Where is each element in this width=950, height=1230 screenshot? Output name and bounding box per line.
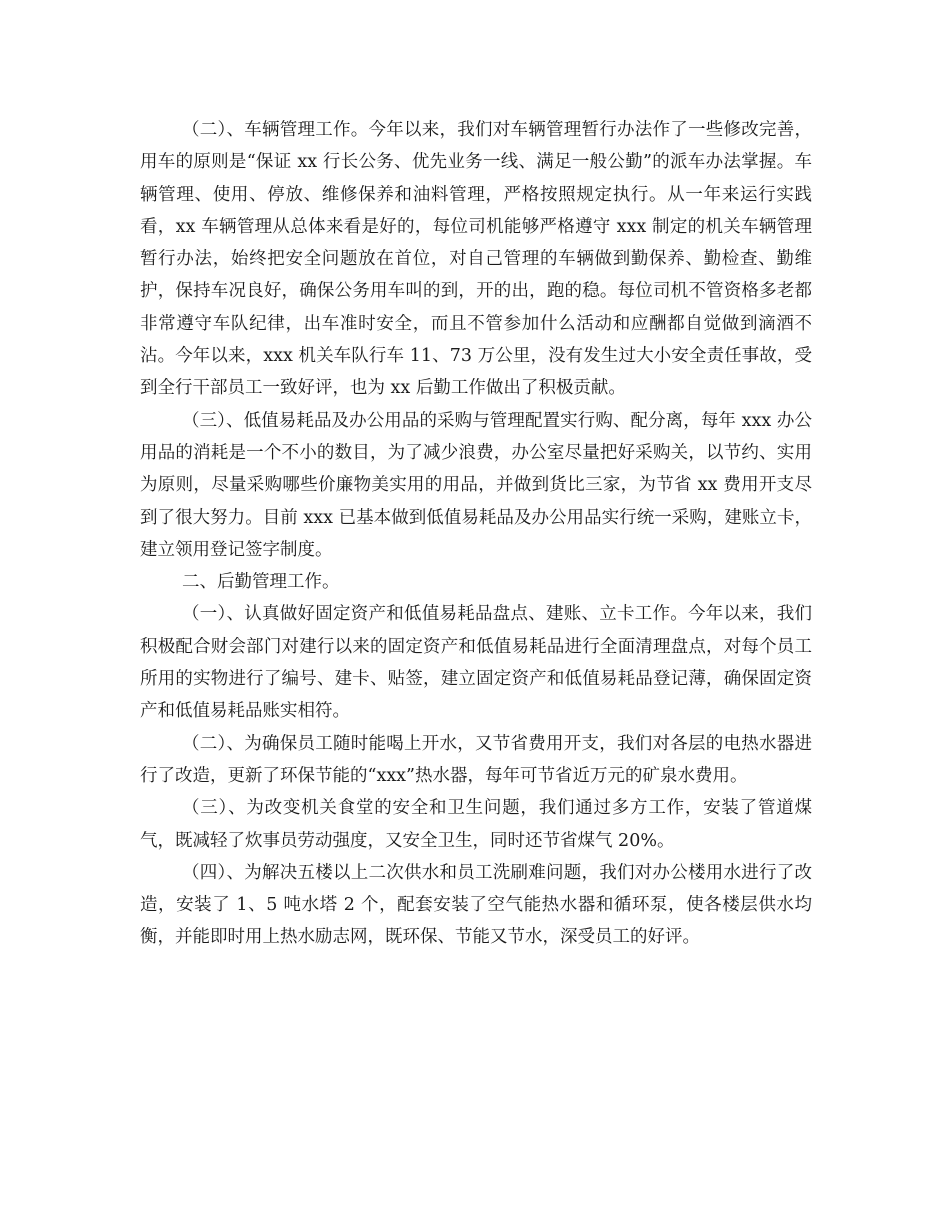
section-heading-logistics: 二、后勤管理工作。 (182, 572, 340, 593)
document-body (140, 114, 812, 954)
paragraph-office-supplies: （三）、低值易耗品及办公用品的采购与管理配置实行购、配分离，每年 xxx 办公用品的消耗是一个不小的数目，为了减少浪费，办公室尽量把好采购关，以节约、实用为原则，尽量采购哪些价廉物美实用的用品，并做到货比三家，为节省 xx 费用开支尽到了很大努力。目前 xxx 已基本做到低值易耗品及办公用品实行统一采购，建账立卡，建立领用登记签字制度。 (140, 410, 812, 560)
paragraph-fixed-assets: （一）、认真做好固定资产和低值易耗品盘点、建账、立卡工作。今年以来，我们积极配合财会部门对建行以来的固定资产和低值易耗品进行全面清理盘点，对每个员工所用的实物进行了编号、建卡、贴签，建立固定资产和低值易耗品登记薄，确保固定资产和低值易耗品账实相符。 (140, 604, 812, 722)
paragraph-water-supply: （四）、为解决五楼以上二次供水和员工洗刷难问题，我们对办公楼用水进行了改造，安装了 1、5 吨水塔 2 个，配套安装了空气能热水器和循环泵，使各楼层供水均衡，并能即时用上热水励志网，既环保、节能又节水，深受员工的好评。 (140, 862, 812, 948)
paragraph-water-heaters: （二）、为确保员工随时能喝上开水，又节省费用开支，我们对各层的电热水器进行了改造，更新了环保节能的“xxx”热水器，每年可节省近万元的矿泉水费用。 (140, 733, 812, 786)
paragraph-canteen-gas: （三）、为改变机关食堂的安全和卫生问题，我们通过多方工作，安装了管道煤气，既减轻了炊事员劳动强度，又安全卫生，同时还节省煤气 20%。 (140, 798, 812, 851)
paragraph-vehicle-management: （二）、车辆管理工作。今年以来，我们对车辆管理暂行办法作了一些修改完善，用车的原则是“保证 xx 行长公务、优先业务一线、满足一般公勤”的派车办法掌握。车辆管理、使用、停放、维修保养和油料管理，严格按照规定执行。从一年来运行实践看，xx 车辆管理从总体来看是好的，每位司机能够严格遵守 xxx 制定的机关车辆管理暂行办法，始终把安全问题放在首位，对自己管理的车辆做到勤保养、勤检查、勤维护，保持车况良好，确保公务用车叫的到，开的出，跑的稳。每位司机不管资格多老都非常遵守车队纪律，出车准时安全，而且不管参加什么活动和应酬都自觉做到滴酒不沾。今年以来，xxx 机关车队行车 11、73 万公里，没有发生过大小安全责任事故，受到全行干部员工一致好评，也为 xx 后勤工作做出了积极贡献。 (140, 120, 812, 399)
